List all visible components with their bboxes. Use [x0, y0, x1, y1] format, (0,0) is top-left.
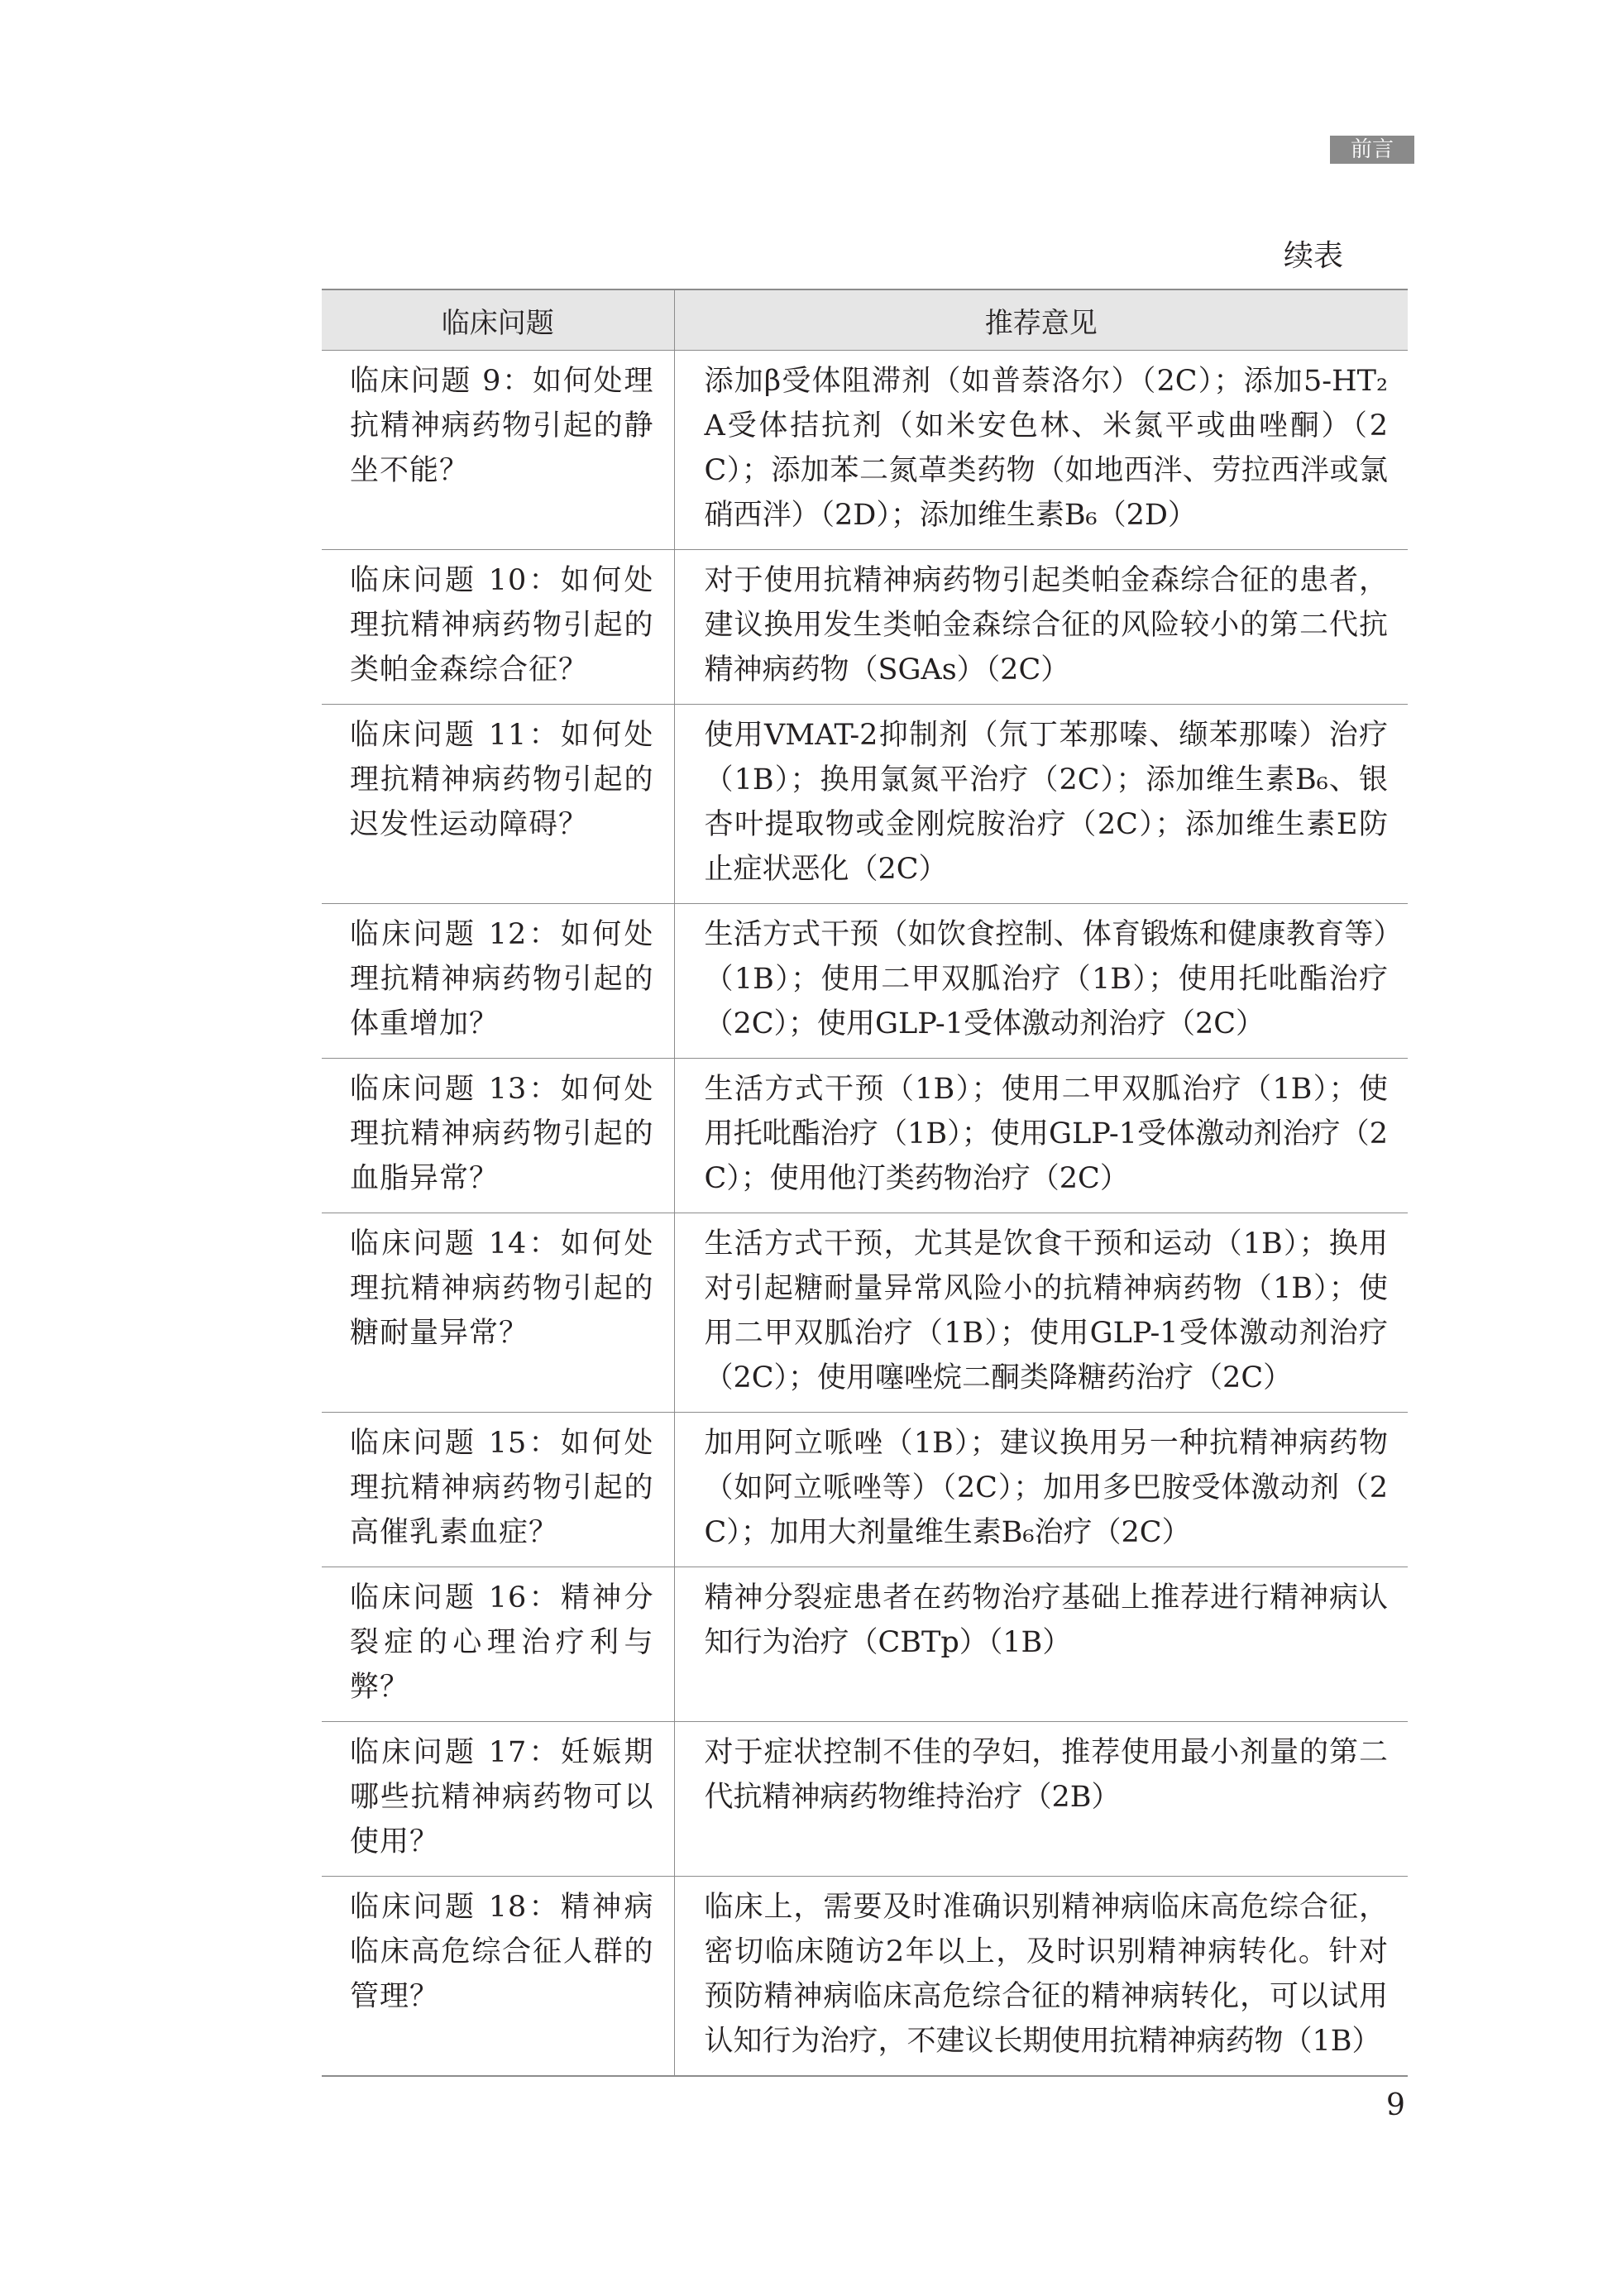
clinical-question-cell: 临床问题 10：如何处理抗精神病药物引起的类帕金森综合征？: [322, 550, 674, 705]
clinical-question-cell: 临床问题 15：如何处理抗精神病药物引起的高催乳素血症？: [322, 1413, 674, 1567]
recommendation-cell: 加用阿立哌唑（1B）；建议换用另一种抗精神病药物（如阿立哌唑等）（2C）；加用多巴胺受体激动剂（2C）；加用大剂量维生素B₆治疗（2C）: [674, 1413, 1408, 1567]
recommendation-cell: 生活方式干预，尤其是饮食干预和运动（1B）；换用对引起糖耐量异常风险小的抗精神病药物（1B）；使用二甲双胍治疗（1B）；使用GLP-1受体激动剂治疗（2C）；使用噻唑烷二酮类降糖药治疗（2C）: [674, 1213, 1408, 1413]
recommendation-cell: 生活方式干预（1B）；使用二甲双胍治疗（1B）；使用托吡酯治疗（1B）；使用GLP-1受体激动剂治疗（2C）；使用他汀类药物治疗（2C）: [674, 1059, 1408, 1213]
page-number: 9: [1386, 2088, 1405, 2122]
recommendation-table: [322, 289, 1408, 2077]
table-row: [322, 1877, 1408, 2077]
table-row: [322, 550, 1408, 705]
column-header-recommendation: 推荐意见: [674, 289, 1408, 351]
table-row: [322, 904, 1408, 1059]
recommendation-cell: 临床上，需要及时准确识别精神病临床高危综合征，密切临床随访2年以上，及时识别精神病转化。针对预防精神病临床高危综合征的精神病转化，可以试用认知行为治疗，不建议长期使用抗精神病药物（1B）: [674, 1877, 1408, 2077]
clinical-question-cell: 临床问题 14：如何处理抗精神病药物引起的糖耐量异常？: [322, 1213, 674, 1413]
table-row: [322, 1059, 1408, 1213]
clinical-question-cell: 临床问题 11：如何处理抗精神病药物引起的迟发性运动障碍？: [322, 705, 674, 904]
table-header-row: [322, 289, 1408, 351]
table-row: [322, 1722, 1408, 1877]
clinical-question-cell: 临床问题 18：精神病临床高危综合征人群的管理？: [322, 1877, 674, 2077]
continued-label: 续表: [1284, 239, 1344, 273]
table-row: [322, 351, 1408, 550]
recommendation-cell: 对于症状控制不佳的孕妇，推荐使用最小剂量的第二代抗精神病药物维持治疗（2B）: [674, 1722, 1408, 1877]
clinical-question-cell: 临床问题 16：精神分裂症的心理治疗利与弊？: [322, 1567, 674, 1722]
clinical-question-cell: 临床问题 12：如何处理抗精神病药物引起的体重增加？: [322, 904, 674, 1059]
clinical-question-cell: 临床问题 9：如何处理抗精神病药物引起的静坐不能？: [322, 351, 674, 550]
table-row: [322, 1567, 1408, 1722]
recommendation-cell: 对于使用抗精神病药物引起类帕金森综合征的患者，建议换用发生类帕金森综合征的风险较小的第二代抗精神病药物（SGAs）（2C）: [674, 550, 1408, 705]
table-row: [322, 1213, 1408, 1413]
table-row: [322, 705, 1408, 904]
column-header-question: 临床问题: [322, 289, 674, 351]
section-tag: 前言: [1330, 136, 1414, 164]
clinical-question-cell: 临床问题 17：妊娠期哪些抗精神病药物可以使用？: [322, 1722, 674, 1877]
clinical-question-cell: 临床问题 13：如何处理抗精神病药物引起的血脂异常？: [322, 1059, 674, 1213]
recommendation-cell: 使用VMAT-2抑制剂（氘丁苯那嗪、缬苯那嗪）治疗（1B）；换用氯氮平治疗（2C）；添加维生素B₆、银杏叶提取物或金刚烷胺治疗（2C）；添加维生素E防止症状恶化（2C）: [674, 705, 1408, 904]
recommendation-cell: 精神分裂症患者在药物治疗基础上推荐进行精神病认知行为治疗（CBTp）（1B）: [674, 1567, 1408, 1722]
recommendation-cell: 添加β受体阻滞剂（如普萘洛尔）（2C）；添加5-HT₂A受体拮抗剂（如米安色林、米氮平或曲唑酮）（2C）；添加苯二氮䓬类药物（如地西泮、劳拉西泮或氯硝西泮）（2D）；添加维生素B₆（2D）: [674, 351, 1408, 550]
recommendation-cell: 生活方式干预（如饮食控制、体育锻炼和健康教育等）（1B）；使用二甲双胍治疗（1B）；使用托吡酯治疗（2C）；使用GLP-1受体激动剂治疗（2C）: [674, 904, 1408, 1059]
table-row: [322, 1413, 1408, 1567]
